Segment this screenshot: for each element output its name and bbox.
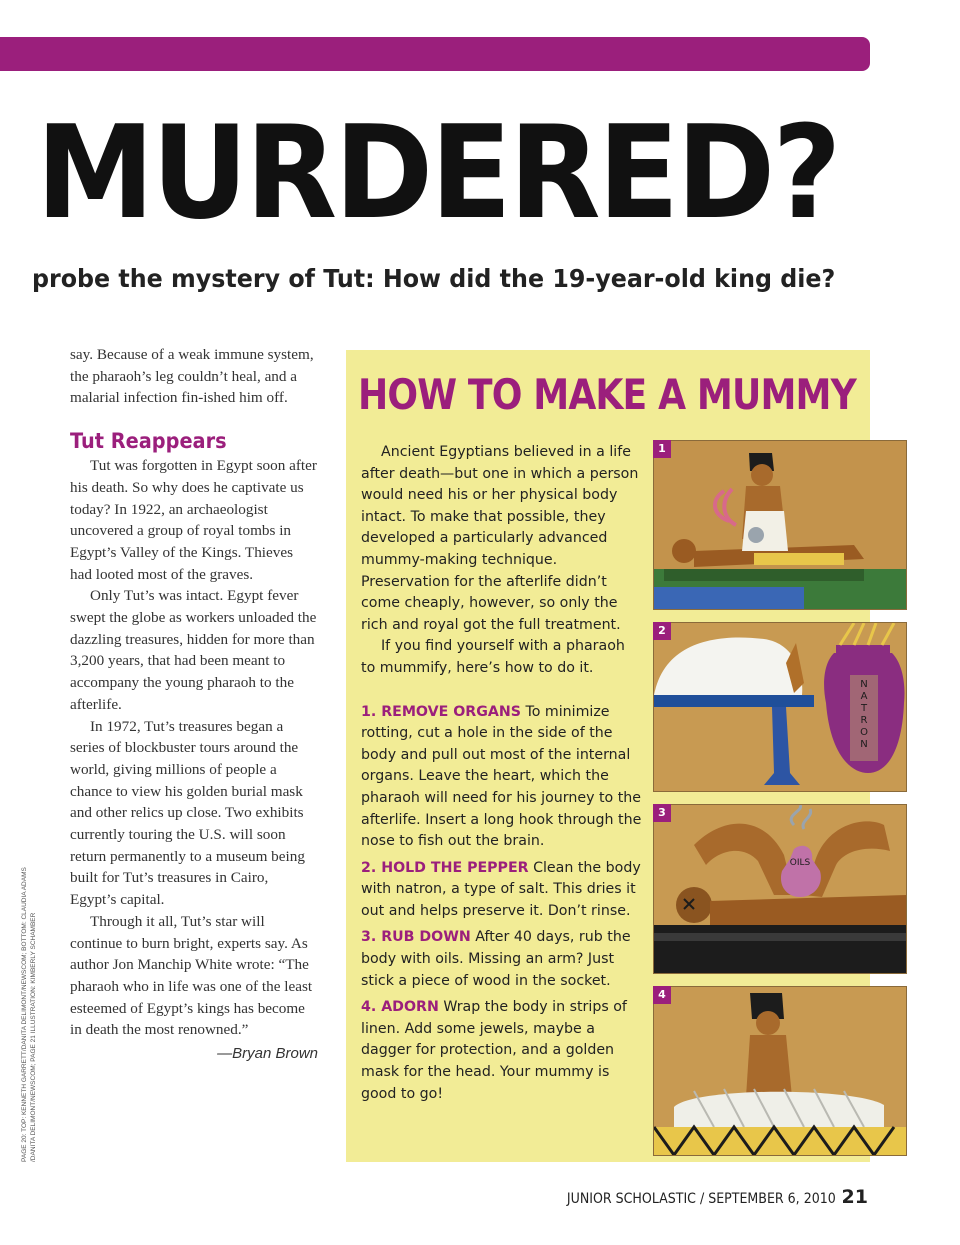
article-paragraph: Tut was forgotten in Egypt soon after his death. So why does he captivate us today? In 1922, an archaeologist uncovered a group of royal tombs in Egypt’s Valley of the Kings. Thieves had looted most of the graves.: [70, 457, 317, 583]
step-text: Wrap the body in strips of linen. Add some jewels, maybe a dagger for protection, and a golden mask for the head. Your mummy is good to go!: [361, 999, 627, 1102]
step-text: After 40 days, rub the body with oils. Missing an arm? Just stick a piece of wood in the socket.: [361, 929, 631, 989]
step-badge: 4: [653, 986, 671, 1004]
page-number: 21: [841, 1186, 868, 1208]
article-paragraph: say. Because of a weak immune system, the pharaoh’s leg couldn’t heal, and a malarial infection fin-ished him off.: [70, 346, 314, 407]
step-badge: 1: [653, 440, 671, 458]
article-subhead: Tut Reappears: [70, 429, 227, 454]
photo-credit: [20, 867, 38, 1162]
byline: —Bryan Brown: [217, 1045, 318, 1063]
step-3: [361, 927, 643, 992]
step-label: 1. REMOVE ORGANS: [361, 703, 521, 720]
sidebar-intro: Ancient Egyptians believed in a life after death—but one in which a person would need his or her physical body intact. To make that possible, they developed a particularly advanced mummy-making technique. Preservation for the afterlife didn’t come cheaply, however, so only the rich and royal got the full treatment.: [361, 444, 639, 633]
oil-label: OILS: [789, 858, 811, 868]
sidebar-body: [361, 442, 643, 1105]
step-label: 4. ADORN: [361, 999, 439, 1016]
step-1: [361, 702, 643, 853]
step-text: To minimize rotting, cut a hole in the side of the body and pull out most of the internal organs. Leave the heart, which the pharaoh will need for his journey to the afterlife. Insert a long hook through the nose to fish out the brain.: [361, 703, 642, 850]
page-footer: [537, 1186, 868, 1208]
article-column: [70, 344, 318, 1065]
step-label: 3. RUB DOWN: [361, 929, 471, 946]
publication-line: JUNIOR SCHOLASTIC / SEPTEMBER 6, 2010: [566, 1191, 836, 1207]
step-label: 2. HOLD THE PEPPER: [361, 859, 529, 876]
step-2: [361, 858, 643, 923]
step-text: Clean the body with natron, a type of salt. This dries it out and helps preserve it. Don’t rinse.: [361, 859, 641, 919]
sidebar-title: HOW TO MAKE A MUMMY: [358, 370, 856, 419]
illustration-natron: [653, 622, 907, 792]
article-paragraph: Through it all, Tut’s star will continue to burn bright, experts say. As author Jon Manchip White wrote: “The pharaoh who in life was one of the least esteemed of Egypt’s kings has become in death the most renowned.”: [70, 912, 313, 1039]
step-badge: 3: [653, 804, 671, 822]
article-paragraph: Only Tut’s was intact. Egypt fever swept the globe as workers unloaded the dazzling treasures, hidden for more than 3,200 years, that had been meant to accompany the young pharaoh to the afterlife.: [70, 587, 317, 713]
illustration-wrap: [653, 986, 907, 1156]
photo-credit-line: /DANITA DELIMONT/NEWSCOM; PAGE 21 ILLUSTRATION: KIMBERLY SCHAMBER: [30, 912, 37, 1162]
step-badge: 2: [653, 622, 671, 640]
photo-credit-line: PAGE 20: TOP: KENNETH GARRETT/DANITA DELIMONT/NEWSCOM; BOTTOM: CLAUDIA ADAMS: [21, 867, 28, 1162]
article-paragraph: In 1972, Tut’s treasures began a series of blockbuster tours around the world, giving millions of people a chance to view his golden burial mask and other relics up close. Two exhibits currently touring the U.S. will soon return permanently to a museum being built for Tut’s treasures in Cairo, Egypt’s capital.: [70, 717, 305, 909]
step-4: [361, 997, 643, 1105]
headline: MURDERED?: [36, 99, 839, 248]
illustration-remove-organs: [653, 440, 907, 610]
illustration-oils: [653, 804, 907, 974]
jar-label: N A T R O N: [860, 679, 868, 750]
top-accent-bar: [0, 37, 870, 71]
sidebar-intro: If you find yourself with a pharaoh to mummify, here’s how to do it.: [361, 638, 625, 676]
deck: probe the mystery of Tut: How did the 19-year-old king die?: [32, 264, 836, 293]
